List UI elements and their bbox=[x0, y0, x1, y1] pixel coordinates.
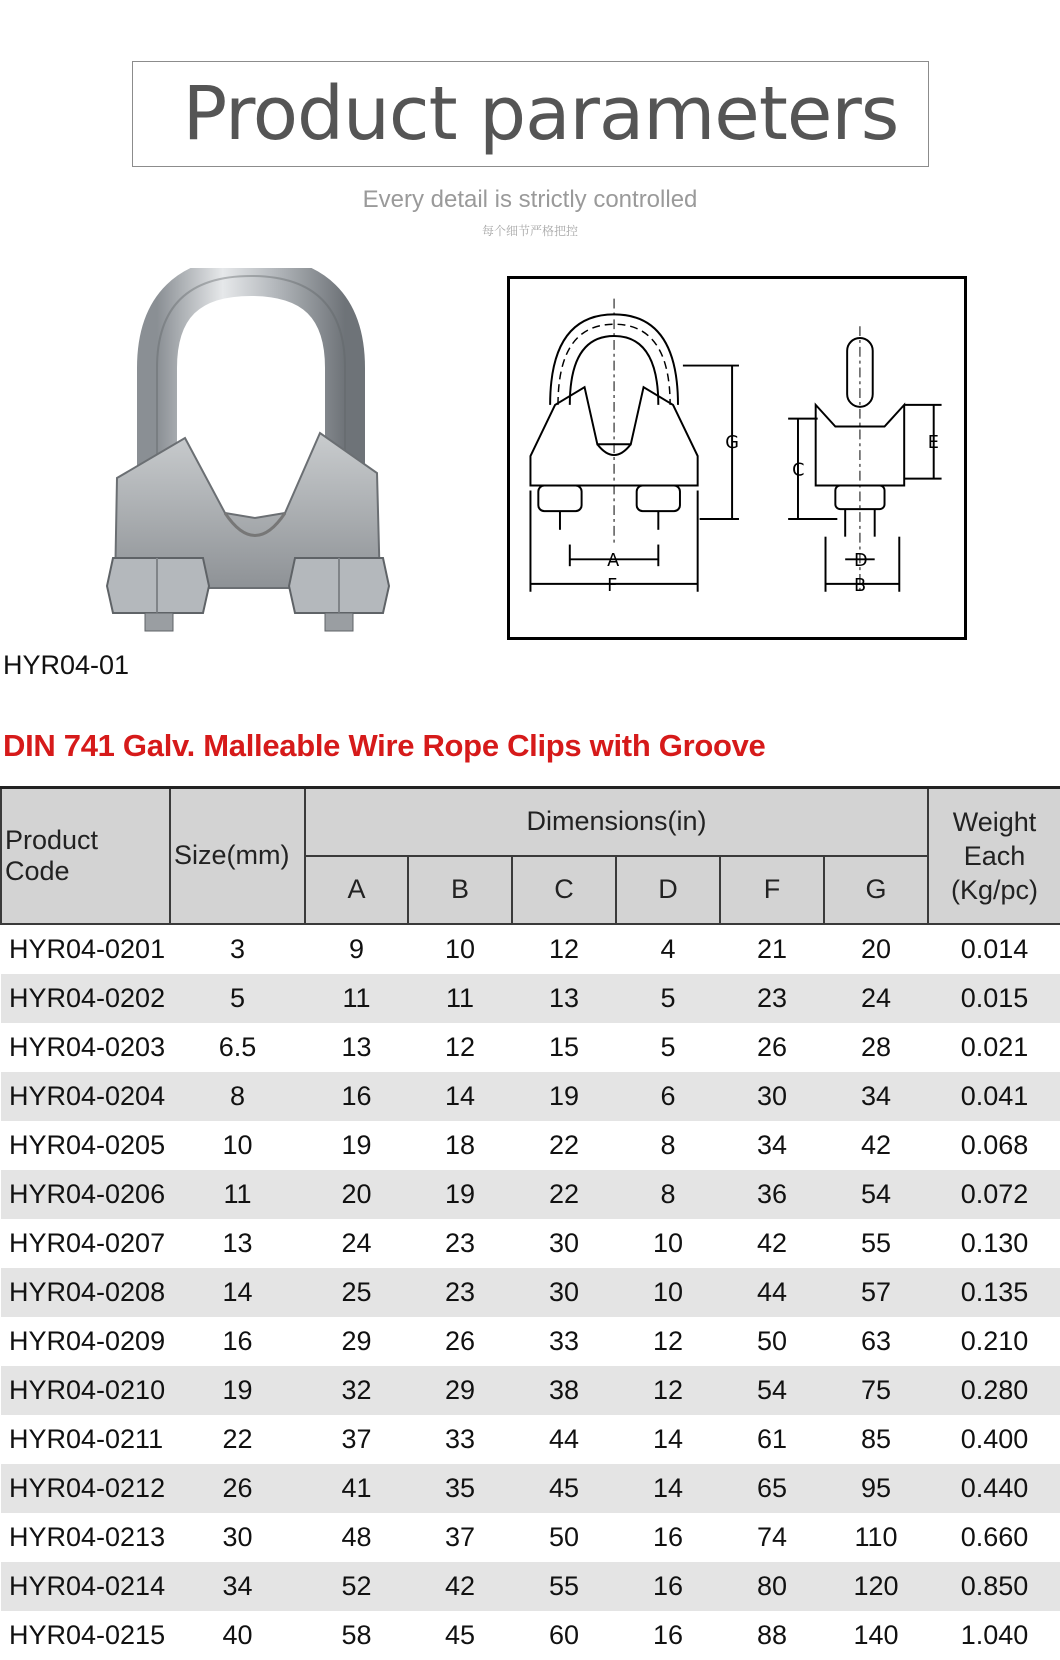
cell-dim-g: 85 bbox=[860, 1423, 892, 1454]
cell-size: 3 bbox=[229, 933, 246, 964]
page-subtitle-chinese: 每个细节严格把控 bbox=[481, 224, 578, 238]
cell-dim-c: 22 bbox=[512, 1170, 616, 1219]
header-dim-f: F bbox=[720, 856, 824, 924]
cell-weight: 0.072 bbox=[928, 1170, 1060, 1219]
cell-dim-d: 4 bbox=[660, 933, 676, 964]
cell-dim-a: 41 bbox=[305, 1464, 408, 1513]
cell-dim-b: 37 bbox=[444, 1521, 476, 1552]
cell-dim-a: 52 bbox=[305, 1562, 408, 1611]
cell-weight: 0.280 bbox=[928, 1366, 1060, 1415]
table-row bbox=[1, 1611, 1060, 1660]
cell-dim-f: 74 bbox=[756, 1521, 788, 1552]
cell-product-code: HYR04-0214 bbox=[1, 1562, 170, 1611]
header-dimensions: Dimensions(in) bbox=[305, 788, 928, 856]
title-box bbox=[132, 61, 929, 167]
cell-dim-b: 19 bbox=[408, 1170, 512, 1219]
cell-size: 13 bbox=[222, 1227, 253, 1258]
cell-weight: 0.015 bbox=[928, 974, 1060, 1023]
technical-drawing bbox=[507, 276, 967, 640]
cell-product-code: HYR04-0202 bbox=[1, 974, 170, 1023]
cell-dim-b: 14 bbox=[408, 1072, 512, 1121]
cell-dim-c: 19 bbox=[512, 1072, 616, 1121]
cell-weight: 0.135 bbox=[928, 1268, 1060, 1317]
header-dim-c: C bbox=[512, 856, 616, 924]
cell-dim-c: 55 bbox=[512, 1562, 616, 1611]
cell-dim-c: 38 bbox=[512, 1366, 616, 1415]
cell-size: 8 bbox=[170, 1072, 305, 1121]
cell-weight: 0.041 bbox=[928, 1072, 1060, 1121]
cell-dim-c: 15 bbox=[548, 1031, 580, 1062]
cell-dim-g: 75 bbox=[824, 1366, 928, 1415]
cell-dim-d: 5 bbox=[616, 974, 720, 1023]
cell-dim-b: 42 bbox=[408, 1562, 512, 1611]
cell-dim-f: 44 bbox=[720, 1268, 824, 1317]
cell-weight: 0.850 bbox=[928, 1562, 1060, 1611]
cell-dim-c: 22 bbox=[548, 1129, 580, 1160]
cell-dim-f: 36 bbox=[720, 1170, 824, 1219]
table-row bbox=[1, 1023, 1060, 1072]
table-title: DIN 741 Galv. Malleable Wire Rope Clips with Groove bbox=[3, 728, 766, 763]
cell-dim-d: 12 bbox=[652, 1325, 684, 1356]
drawing-label-b: B bbox=[854, 575, 867, 596]
cell-dim-c: 30 bbox=[512, 1268, 616, 1317]
cell-size: 14 bbox=[170, 1268, 305, 1317]
cell-dim-f: 30 bbox=[720, 1072, 824, 1121]
cell-dim-b: 11 bbox=[408, 974, 512, 1023]
cell-dim-a: 16 bbox=[305, 1072, 408, 1121]
cell-dim-c: 30 bbox=[548, 1227, 580, 1258]
cell-size: 30 bbox=[222, 1521, 253, 1552]
cell-dim-b: 45 bbox=[444, 1619, 476, 1650]
cell-dim-d: 16 bbox=[616, 1562, 720, 1611]
header-weight-line2: Each bbox=[963, 840, 1026, 871]
cell-size: 19 bbox=[170, 1366, 305, 1415]
cell-size: 5 bbox=[170, 974, 305, 1023]
table-row bbox=[1, 974, 1060, 1023]
cell-dim-c: 12 bbox=[548, 933, 580, 964]
cell-dim-d: 8 bbox=[660, 1129, 676, 1160]
cell-dim-b: 26 bbox=[444, 1325, 476, 1356]
cell-dim-d: 12 bbox=[616, 1366, 720, 1415]
drawing-label-e: E bbox=[927, 433, 939, 454]
cell-product-code: HYR04-0201 bbox=[9, 933, 166, 964]
cell-size: 26 bbox=[170, 1464, 305, 1513]
cell-dim-a: 58 bbox=[341, 1619, 372, 1650]
cell-dim-a: 24 bbox=[341, 1227, 372, 1258]
drawing-label-g: G bbox=[725, 433, 739, 454]
cell-weight: 0.021 bbox=[960, 1031, 1029, 1062]
header-product-code: Product Code bbox=[1, 788, 170, 924]
cell-dim-a: 19 bbox=[341, 1129, 372, 1160]
cell-dim-g: 120 bbox=[824, 1562, 928, 1611]
cell-product-code: HYR04-0206 bbox=[1, 1170, 170, 1219]
cell-dim-a: 29 bbox=[341, 1325, 372, 1356]
cell-dim-d: 8 bbox=[616, 1170, 720, 1219]
cell-dim-b: 23 bbox=[444, 1227, 476, 1258]
cell-dim-c: 45 bbox=[512, 1464, 616, 1513]
cell-dim-g: 20 bbox=[860, 933, 892, 964]
cell-product-code: HYR04-0210 bbox=[1, 1366, 170, 1415]
cell-dim-g: 28 bbox=[860, 1031, 892, 1062]
table-row bbox=[1, 1170, 1060, 1219]
table-row bbox=[1, 1464, 1060, 1513]
page-subtitle: Every detail is strictly controlled bbox=[362, 186, 698, 213]
table-row bbox=[1, 1072, 1060, 1121]
table-row bbox=[1, 1513, 1060, 1562]
cell-dim-g: 54 bbox=[824, 1170, 928, 1219]
cell-dim-g: 63 bbox=[860, 1325, 892, 1356]
cell-weight: 1.040 bbox=[960, 1619, 1029, 1650]
cell-dim-b: 18 bbox=[444, 1129, 476, 1160]
cell-dim-d: 14 bbox=[652, 1423, 684, 1454]
cell-dim-f: 26 bbox=[756, 1031, 788, 1062]
table-row bbox=[1, 1415, 1060, 1464]
cell-dim-a: 25 bbox=[305, 1268, 408, 1317]
cell-product-code: HYR04-0207 bbox=[9, 1227, 166, 1258]
cell-dim-a: 9 bbox=[348, 933, 365, 964]
cell-weight: 0.068 bbox=[960, 1129, 1029, 1160]
drawing-label-c: C bbox=[792, 460, 805, 481]
cell-dim-g: 55 bbox=[860, 1227, 892, 1258]
table-row bbox=[1, 1121, 1060, 1170]
cell-dim-g: 24 bbox=[824, 974, 928, 1023]
cell-size: 34 bbox=[170, 1562, 305, 1611]
cell-dim-b: 29 bbox=[408, 1366, 512, 1415]
cell-dim-b: 12 bbox=[444, 1031, 476, 1062]
product-model-label: HYR04-01 bbox=[3, 650, 130, 680]
cell-dim-f: 65 bbox=[720, 1464, 824, 1513]
cell-dim-f: 54 bbox=[720, 1366, 824, 1415]
cell-dim-g: 34 bbox=[824, 1072, 928, 1121]
cell-dim-g: 140 bbox=[853, 1619, 899, 1650]
cell-dim-a: 20 bbox=[305, 1170, 408, 1219]
cell-size: 16 bbox=[222, 1325, 253, 1356]
header-weight-line1: Weight bbox=[952, 806, 1037, 837]
drawing-label-d: D bbox=[854, 551, 868, 572]
cell-dim-d: 16 bbox=[652, 1521, 684, 1552]
cell-dim-c: 50 bbox=[548, 1521, 580, 1552]
cell-dim-d: 6 bbox=[616, 1072, 720, 1121]
drawing-label-a: A bbox=[607, 551, 620, 572]
cell-dim-f: 42 bbox=[756, 1227, 788, 1258]
cell-dim-c: 60 bbox=[548, 1619, 580, 1650]
cell-dim-b: 10 bbox=[444, 933, 476, 964]
cell-weight: 0.014 bbox=[960, 933, 1029, 964]
cell-dim-d: 14 bbox=[616, 1464, 720, 1513]
cell-size: 11 bbox=[170, 1170, 305, 1219]
cell-size: 6.5 bbox=[218, 1031, 257, 1062]
table-row bbox=[1, 1562, 1060, 1611]
cell-dim-f: 88 bbox=[756, 1619, 788, 1650]
cell-product-code: HYR04-0208 bbox=[1, 1268, 170, 1317]
cell-dim-d: 5 bbox=[660, 1031, 676, 1062]
cell-product-code: HYR04-0213 bbox=[9, 1521, 166, 1552]
cell-dim-b: 33 bbox=[444, 1423, 476, 1454]
cell-dim-d: 10 bbox=[616, 1268, 720, 1317]
cell-dim-b: 23 bbox=[408, 1268, 512, 1317]
table-body bbox=[1, 924, 1060, 1660]
table-row bbox=[1, 1268, 1060, 1317]
cell-product-code: HYR04-0215 bbox=[9, 1619, 166, 1650]
cell-dim-g: 57 bbox=[824, 1268, 928, 1317]
spec-table bbox=[0, 786, 1060, 1660]
table-row bbox=[1, 1366, 1060, 1415]
drawing-label-f: F bbox=[607, 575, 618, 596]
page-title: Product parameters bbox=[182, 71, 899, 157]
cell-dim-a: 11 bbox=[305, 974, 408, 1023]
cell-product-code: HYR04-0204 bbox=[1, 1072, 170, 1121]
cell-dim-c: 44 bbox=[548, 1423, 580, 1454]
cell-product-code: HYR04-0211 bbox=[9, 1423, 164, 1454]
cell-product-code: HYR04-0205 bbox=[9, 1129, 166, 1160]
cell-dim-d: 16 bbox=[652, 1619, 684, 1650]
header-size: Size(mm) bbox=[170, 788, 305, 924]
cell-product-code: HYR04-0203 bbox=[9, 1031, 166, 1062]
cell-dim-f: 21 bbox=[756, 933, 788, 964]
cell-dim-a: 37 bbox=[341, 1423, 372, 1454]
cell-dim-d: 10 bbox=[652, 1227, 684, 1258]
header-weight bbox=[928, 788, 1060, 924]
header-dim-g: G bbox=[824, 856, 928, 924]
cell-product-code: HYR04-0209 bbox=[9, 1325, 166, 1356]
cell-dim-g: 42 bbox=[860, 1129, 892, 1160]
cell-dim-g: 110 bbox=[854, 1521, 898, 1552]
product-photo bbox=[105, 268, 405, 648]
cell-dim-b: 35 bbox=[408, 1464, 512, 1513]
cell-weight: 0.400 bbox=[960, 1423, 1029, 1454]
cell-dim-c: 33 bbox=[548, 1325, 580, 1356]
cell-weight: 0.130 bbox=[960, 1227, 1029, 1258]
cell-dim-a: 32 bbox=[305, 1366, 408, 1415]
cell-dim-c: 13 bbox=[512, 974, 616, 1023]
cell-weight: 0.210 bbox=[960, 1325, 1029, 1356]
header-dim-b: B bbox=[408, 856, 512, 924]
cell-weight: 0.440 bbox=[928, 1464, 1060, 1513]
cell-dim-a: 48 bbox=[341, 1521, 372, 1552]
header-dim-a: A bbox=[305, 856, 408, 924]
cell-weight: 0.660 bbox=[960, 1521, 1029, 1552]
cell-dim-f: 61 bbox=[756, 1423, 788, 1454]
cell-dim-f: 34 bbox=[756, 1129, 788, 1160]
cell-dim-f: 23 bbox=[720, 974, 824, 1023]
table-row bbox=[1, 924, 1060, 974]
cell-size: 22 bbox=[222, 1423, 253, 1454]
cell-product-code: HYR04-0212 bbox=[1, 1464, 170, 1513]
header-weight-line3: (Kg/pc) bbox=[950, 874, 1039, 905]
cell-dim-g: 95 bbox=[824, 1464, 928, 1513]
cell-dim-f: 50 bbox=[756, 1325, 788, 1356]
table-row bbox=[1, 1219, 1060, 1268]
cell-size: 10 bbox=[222, 1129, 253, 1160]
cell-dim-a: 13 bbox=[341, 1031, 372, 1062]
table-row bbox=[1, 1317, 1060, 1366]
cell-dim-f: 80 bbox=[720, 1562, 824, 1611]
cell-size: 40 bbox=[222, 1619, 253, 1650]
header-dim-d: D bbox=[616, 856, 720, 924]
